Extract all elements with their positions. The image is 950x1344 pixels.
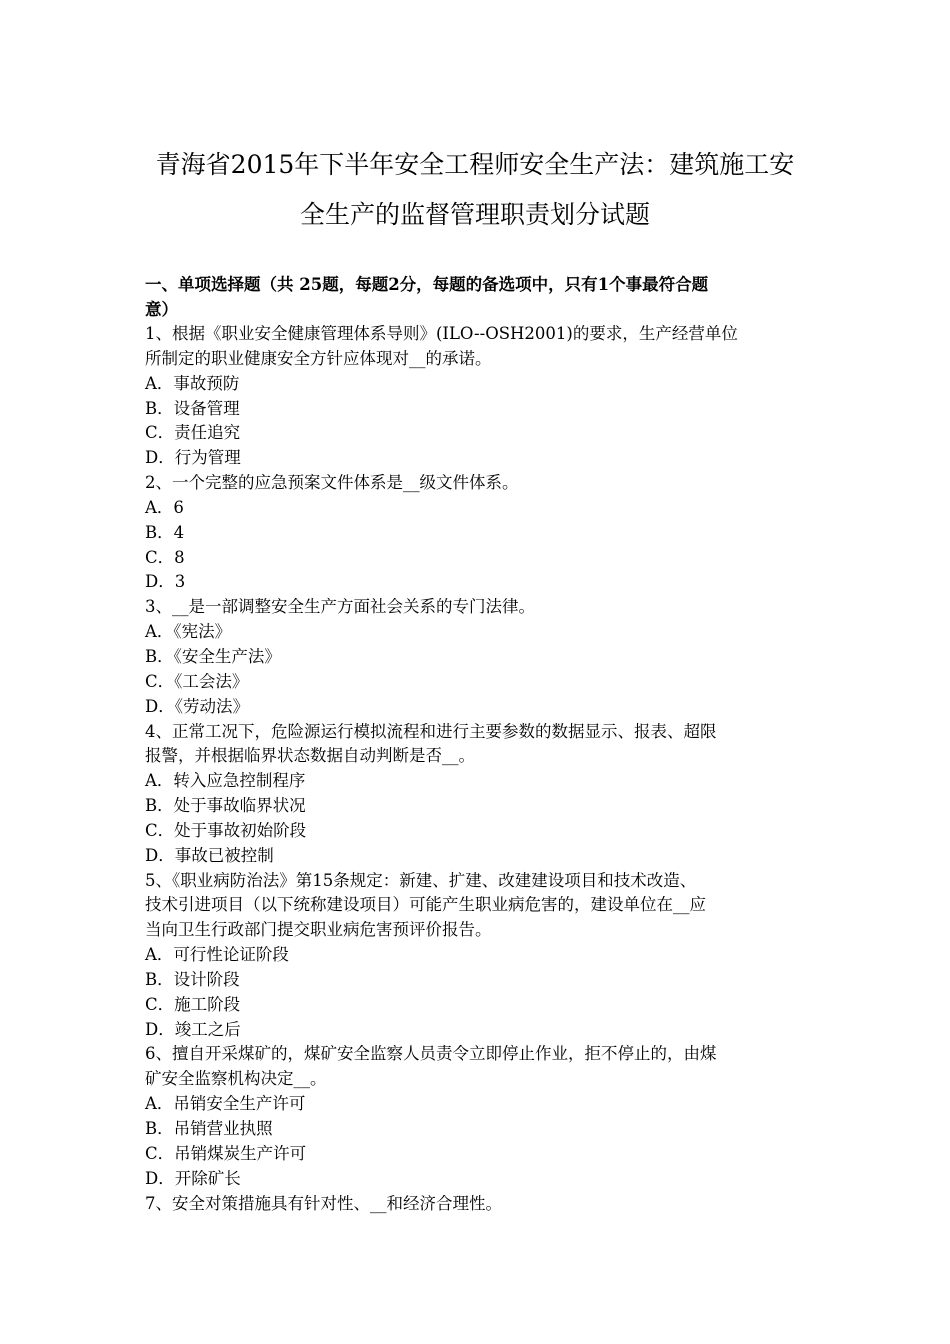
option-b: B．4 — [145, 522, 185, 542]
option-c: C．8 — [145, 547, 185, 567]
option-d: D．事故已被控制 — [145, 845, 274, 865]
question-7 — [145, 1192, 810, 1217]
question-text: 3、__是一部调整安全生产方面社会关系的专门法律。 — [145, 597, 535, 617]
section-heading-line-1: 一、单项选择题（共 25题，每题2分，每题的备选项中，只有1个事最符合题 — [145, 275, 709, 294]
option-d: D．3 — [145, 572, 186, 592]
question-text: 矿安全监察机构决定__。 — [145, 1069, 327, 1089]
option-a: A．吊销安全生产许可 — [145, 1094, 306, 1114]
option-a: A．事故预防 — [145, 373, 240, 393]
option-b: B．《安全生产法》 — [145, 646, 281, 666]
option-c: C．处于事故初始阶段 — [145, 820, 307, 840]
question-text: 5、《职业病防治法》第15条规定：新建、扩建、改建建设项目和技术改造、 — [145, 870, 697, 890]
question-text: 所制定的职业健康安全方针应体现对__的承诺。 — [145, 348, 492, 368]
question-text: 6、擅自开采煤矿的，煤矿安全监察人员责令立即停止作业，拒不停止的，由煤 — [145, 1044, 717, 1064]
question-list — [145, 322, 810, 1216]
option-b: B．处于事故临界状况 — [145, 796, 306, 816]
question-text: 1、根据《职业安全健康管理体系导则》(ILO--OSH2001)的要求，生产经营单位 — [145, 324, 738, 343]
option-c: C．责任追究 — [145, 423, 241, 443]
option-c: C．施工阶段 — [145, 994, 241, 1014]
option-d: D．开除矿长 — [145, 1168, 241, 1188]
title-line-1: 青海省2015年下半年安全工程师安全生产法：建筑施工安 — [155, 150, 795, 179]
option-a: A．《宪法》 — [145, 622, 232, 642]
question-text: 技术引进项目（以下统称建设项目）可能产生职业病危害的，建设单位在__应 — [145, 895, 706, 915]
question-text: 当向卫生行政部门提交职业病危害预评价报告。 — [145, 920, 492, 940]
option-b: B．设计阶段 — [145, 969, 240, 989]
question-text: 2、一个完整的应急预案文件体系是__级文件体系。 — [145, 473, 519, 493]
question-5 — [145, 869, 810, 1043]
option-b: B．设备管理 — [145, 398, 240, 418]
option-c: C．《工会法》 — [145, 671, 249, 691]
question-1 — [145, 322, 810, 471]
option-d: D．竣工之后 — [145, 1019, 241, 1039]
question-text: 4、正常工况下，危险源运行模拟流程和进行主要参数的数据显示、报表、超限 — [145, 721, 717, 741]
document-title — [120, 140, 830, 240]
question-text: 报警，并根据临界状态数据自动判断是否__。 — [145, 746, 475, 766]
option-a: A．可行性论证阶段 — [145, 945, 289, 965]
question-3 — [145, 595, 810, 719]
option-a: A．转入应急控制程序 — [145, 771, 306, 791]
option-c: C．吊销煤炭生产许可 — [145, 1143, 307, 1163]
title-line-2: 全生产的监督管理职责划分试题 — [299, 200, 650, 229]
question-6 — [145, 1042, 810, 1191]
question-text: 7、安全对策措施具有针对性、__和经济合理性。 — [145, 1193, 502, 1213]
question-4 — [145, 720, 810, 869]
option-d: D．行为管理 — [145, 448, 241, 468]
section-heading — [145, 272, 810, 322]
option-a: A．6 — [145, 497, 184, 517]
option-d: D．《劳动法》 — [145, 696, 249, 716]
option-b: B．吊销营业执照 — [145, 1119, 273, 1138]
question-2 — [145, 471, 810, 595]
section-heading-line-2: 意） — [145, 300, 178, 319]
